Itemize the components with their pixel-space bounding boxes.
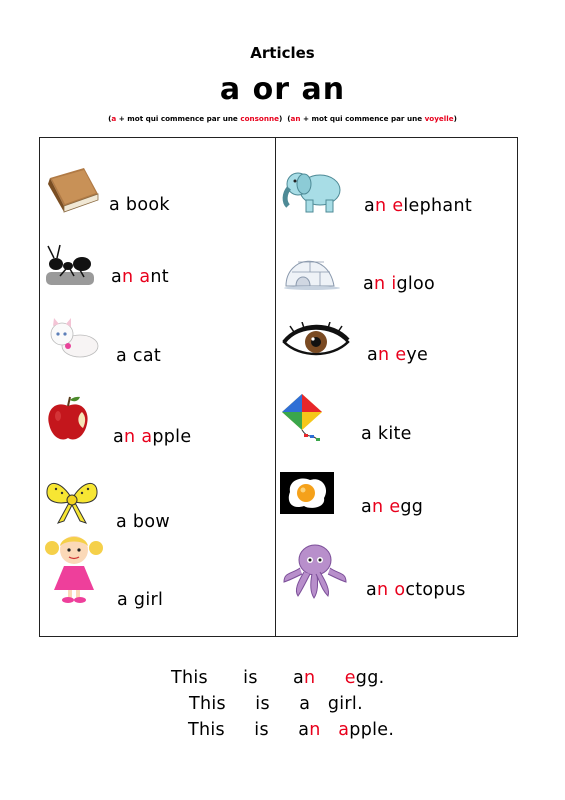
octopus-icon	[280, 542, 350, 600]
cat-icon	[44, 316, 102, 360]
subtitle: Articles	[250, 44, 315, 62]
list-item: an apple	[113, 427, 192, 447]
list-item: a book	[109, 195, 170, 215]
elephant-icon	[280, 164, 344, 216]
list-item: a kite	[361, 424, 412, 444]
egg-icon	[280, 472, 334, 514]
list-item: an egg	[361, 497, 424, 517]
list-item: a bow	[116, 512, 170, 532]
eye-icon	[280, 322, 352, 362]
sentence-3: This is an apple.	[188, 720, 395, 740]
list-item: an eye	[367, 345, 429, 365]
ant-icon	[44, 242, 96, 286]
list-item: a girl	[117, 590, 164, 610]
igloo-icon	[282, 244, 340, 290]
table-divider	[275, 137, 276, 637]
list-item: an octopus	[366, 580, 466, 600]
kite-icon	[280, 392, 330, 444]
list-item: an igloo	[363, 274, 436, 294]
sentence-1: This is an egg.	[171, 668, 385, 688]
list-item: an elephant	[364, 196, 472, 216]
rule-line: (a + mot qui commence par une consonne) (an + mot qui commence par une voyelle)	[108, 114, 457, 123]
list-item: an ant	[111, 267, 169, 287]
page-title: a or an	[219, 72, 346, 107]
apple-icon	[44, 394, 92, 444]
sentence-2: This is a girl.	[189, 694, 363, 714]
bow-icon	[44, 477, 100, 525]
girl-icon	[42, 530, 106, 606]
list-item: a cat	[116, 346, 162, 366]
book-icon	[44, 164, 100, 214]
